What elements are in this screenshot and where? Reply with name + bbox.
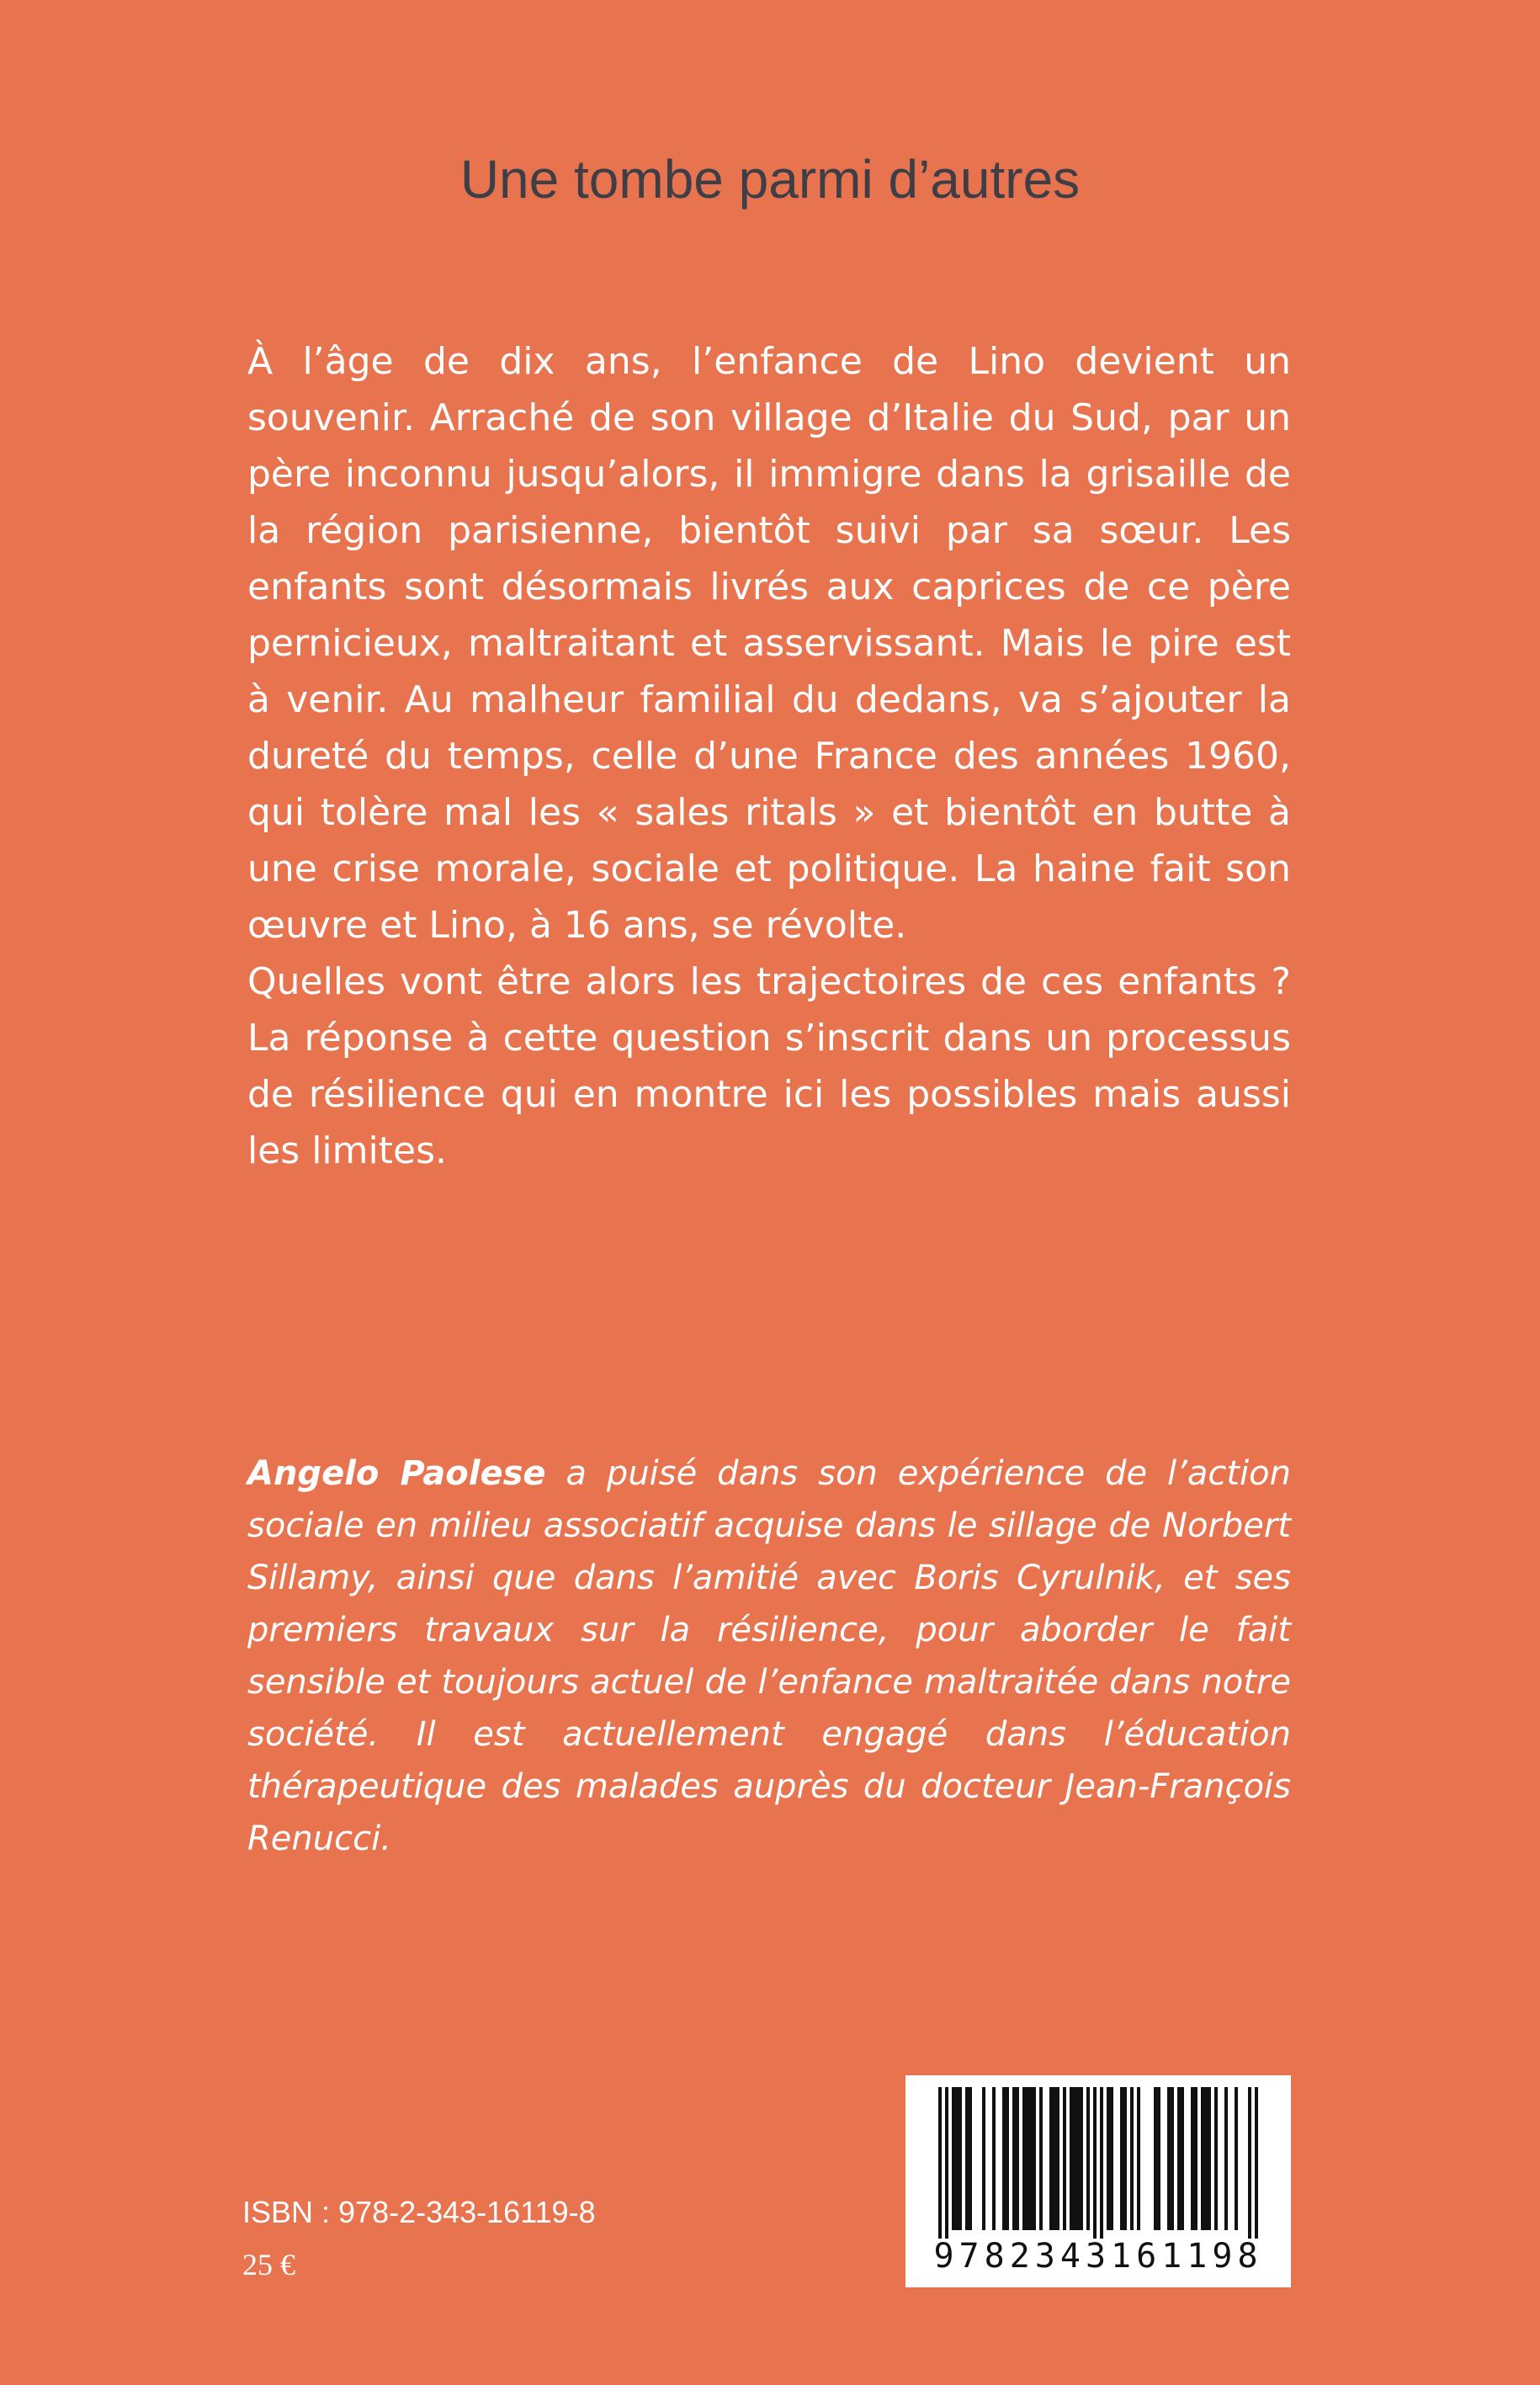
barcode-bar (1201, 2087, 1204, 2230)
barcode-bar (965, 2087, 969, 2230)
barcode-bar (938, 2087, 942, 2239)
author-bio-text: a puisé dans son expérience de l’action sociale en milieu associatif acquise dans le sillage de Norbert Sillamy, ainsi que dans l’amitié avec Boris Cyrulnik, et ses premiers travaux sur la résilience, pour aborder le fait sensible et toujours actuel de l’enfance maltraitée dans notre société. Il est actuellement engagé dans l’éducation thérapeutique des malades auprès du docteur Jean-François Renucci. (247, 1454, 1291, 1858)
barcode-bar (1012, 2087, 1016, 2230)
barcode-bar (1076, 2087, 1080, 2230)
barcode-bar (982, 2087, 985, 2230)
barcode-bar (992, 2087, 996, 2230)
barcode-bar (1110, 2087, 1113, 2230)
isbn: ISBN : 978-2-343-16119-8 (242, 2195, 596, 2229)
barcode-bar (1235, 2087, 1238, 2230)
price: 25 € (242, 2248, 295, 2281)
barcode-bar (969, 2087, 972, 2230)
barcode-bar (1107, 2087, 1110, 2230)
author-bio (247, 1447, 1291, 1865)
barcode-bar (1016, 2087, 1019, 2230)
synopsis-paragraph-2: Quelles vont être alors les trajectoires de ces enfants ? La réponse à cette question s’inscrit dans un processus de résilience qui en montre ici les possibles mais aussi les limites. (247, 960, 1291, 1172)
barcode-bar (1191, 2087, 1194, 2230)
barcode-bars (905, 2075, 1291, 2244)
synopsis-paragraph-1: À l’âge de dix ans, l’enfance de Lino devient un souvenir. Arraché de son village d’Italie du Sud, par un père inconnu jusqu’alors, il immigre dans la grisaille de la région parisienne, bientôt suivi par sa sœur. Les enfants sont désormais livrés aux caprices de ce père pernicieux, maltraitant et asservissant. Mais le pire est à venir. Au malheur familial du dedans, va s’ajouter la dureté du temps, celle d’une France des années 1960, qui tolère mal les « sales ritals » et bientôt en butte à une crise morale, sociale et politique. La haine fait son œuvre et Lino, à 16 ans, se révolte. (247, 340, 1291, 947)
barcode-bar (1214, 2087, 1218, 2230)
barcode-bar (959, 2087, 962, 2230)
barcode (905, 2075, 1291, 2287)
barcode-bar (952, 2087, 955, 2230)
barcode-bar (1026, 2087, 1029, 2230)
barcode-bar (1039, 2087, 1043, 2230)
barcode-bar (1130, 2087, 1134, 2230)
barcode-bar (1177, 2087, 1181, 2230)
barcode-bar (1063, 2087, 1066, 2230)
barcode-bar (1049, 2087, 1053, 2230)
barcode-bar (1006, 2087, 1009, 2230)
barcode-bar (1073, 2087, 1076, 2230)
author-name: Angelo Paolese (247, 1454, 546, 1493)
barcode-bar (1255, 2087, 1258, 2239)
barcode-bar (1056, 2087, 1059, 2230)
barcode-bar (1100, 2087, 1103, 2239)
barcode-bar (1224, 2087, 1228, 2230)
barcode-bar (1033, 2087, 1036, 2230)
barcode-bar (1204, 2087, 1208, 2230)
barcode-bar (1248, 2087, 1251, 2239)
book-title: Une tombe parmi d’autres (459, 149, 1081, 210)
barcode-bar (1070, 2087, 1073, 2230)
barcode-bar (1157, 2087, 1160, 2230)
barcode-bar (1022, 2087, 1026, 2230)
barcode-bar (955, 2087, 959, 2230)
barcode-bar (1080, 2087, 1083, 2230)
barcode-bar (1120, 2087, 1123, 2230)
barcode-bar (1029, 2087, 1033, 2230)
barcode-bar (1208, 2087, 1211, 2230)
barcode-bar (1002, 2087, 1006, 2230)
barcode-bar (1181, 2087, 1184, 2230)
barcode-bar (1137, 2087, 1140, 2230)
barcode-bar (1194, 2087, 1197, 2230)
barcode-bar (1154, 2087, 1157, 2230)
barcode-bar (945, 2087, 948, 2239)
barcode-bar (1123, 2087, 1127, 2230)
barcode-bar (1053, 2087, 1056, 2230)
barcode-bar (1171, 2087, 1174, 2230)
barcode-bar (1086, 2087, 1090, 2230)
barcode-bar (1093, 2087, 1097, 2239)
barcode-bar (1167, 2087, 1171, 2230)
barcode-digits: 9782343161198 (933, 2237, 1263, 2276)
synopsis (247, 333, 1291, 1179)
